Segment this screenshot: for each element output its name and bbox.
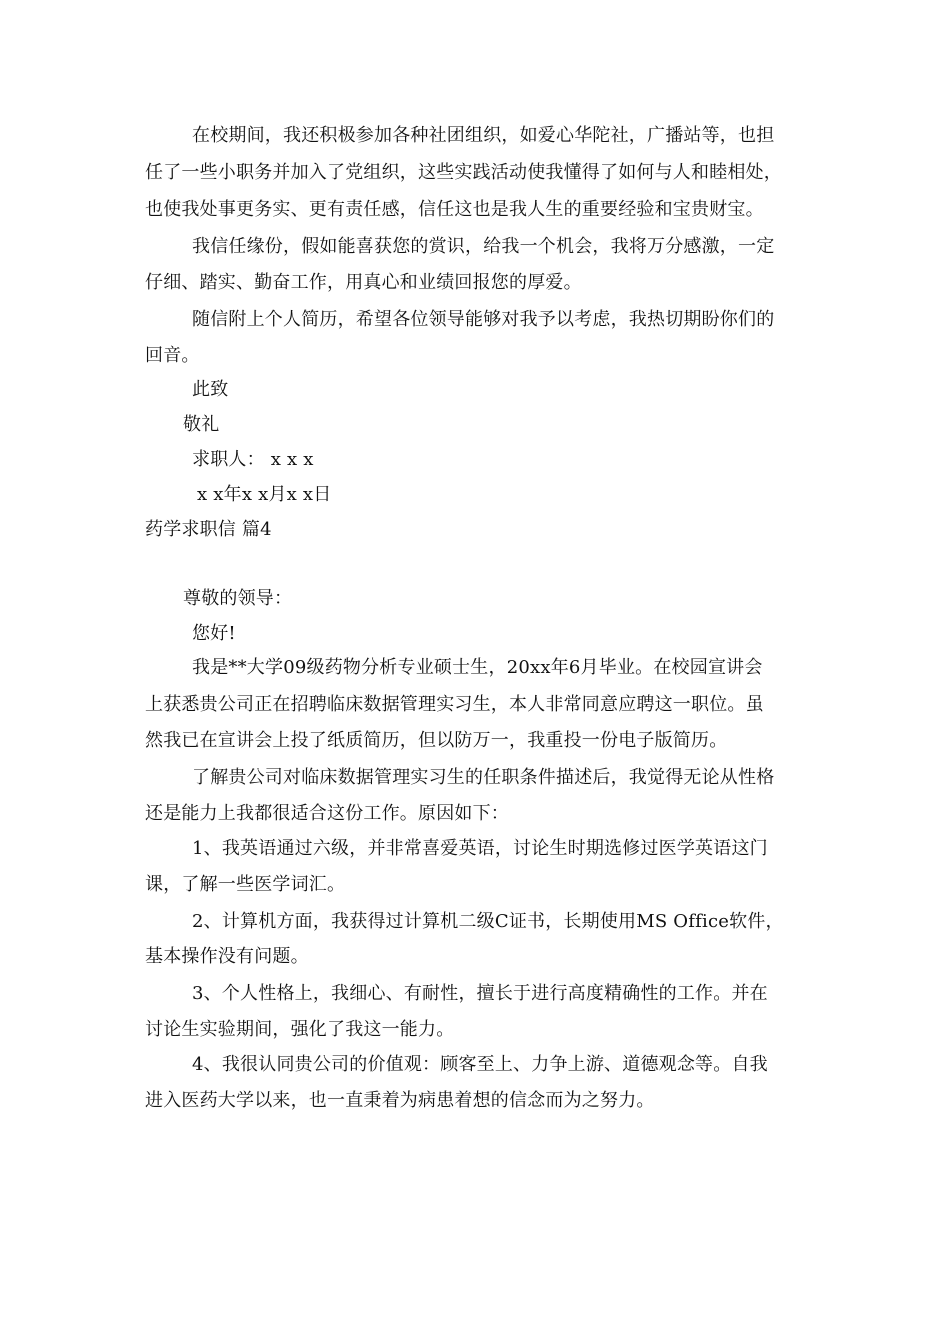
paragraph-line: 我是**大学09级药物分析专业硕士生，20xx年6月毕业。在校园宣讲会	[192, 657, 763, 678]
list-item-line: 3、个人性格上，我细心、有耐性，擅长于进行高度精确性的工作。并在	[192, 983, 768, 1004]
list-item-line: 基本操作没有问题。	[145, 946, 309, 967]
paragraph-line: 在校期间，我还积极参加各种社团组织，如爱心华陀社，广播站等，也担	[192, 125, 775, 146]
paragraph-line: 上获悉贵公司正在招聘临床数据管理实习生，本人非常同意应聘这一职位。虽	[145, 694, 764, 715]
list-item-line: 进入医药大学以来，也一直秉着为病患着想的信念而为之努力。	[145, 1090, 655, 1111]
signature: 求职人： x x x	[192, 449, 314, 470]
paragraph-line: 仔细、踏实、勤奋工作，用真心和业绩回报您的厚爱。	[145, 272, 582, 293]
paragraph-line: 然我已在宣讲会上投了纸质简历，但以防万一，我重投一份电子版简历。	[145, 730, 728, 751]
list-item-line: 4、我很认同贵公司的价值观：顾客至上、力争上游、道德观念等。自我	[192, 1054, 768, 1075]
list-item-line: 2、计算机方面，我获得过计算机二级C证书，长期使用MS Office软件，	[192, 911, 784, 932]
list-item-line: 1、我英语通过六级，并非常喜爱英语，讨论生时期选修过医学英语这门	[192, 838, 768, 859]
list-item-line: 讨论生实验期间，强化了我这一能力。	[145, 1019, 455, 1040]
closing-text: 此致	[192, 379, 229, 400]
section-heading: 药学求职信 篇4	[145, 519, 272, 540]
closing-regards: 敬礼	[183, 414, 220, 435]
paragraph-line: 任了一些小职务并加入了党组织，这些实践活动使我懂得了如何与人和睦相处，	[145, 162, 782, 183]
salutation: 尊敬的领导：	[183, 588, 293, 609]
paragraph-line: 随信附上个人简历，希望各位领导能够对我予以考虑，我热切期盼你们的	[192, 309, 775, 330]
paragraph-line: 了解贵公司对临床数据管理实习生的任职条件描述后，我觉得无论从性格	[192, 767, 775, 788]
paragraph-line: 也使我处事更务实、更有责任感，信任这也是我人生的重要经验和宝贵财宝。	[145, 199, 764, 220]
date: x x年x x月x x日	[197, 484, 332, 505]
greeting: 您好!	[192, 623, 236, 644]
paragraph-line: 回音。	[145, 345, 200, 366]
paragraph-line: 我信任缘份，假如能喜获您的赏识，给我一个机会，我将万分感激，一定	[192, 236, 775, 257]
paragraph-line: 还是能力上我都很适合这份工作。原因如下：	[145, 803, 509, 824]
list-item-line: 课，了解一些医学词汇。	[145, 874, 346, 895]
